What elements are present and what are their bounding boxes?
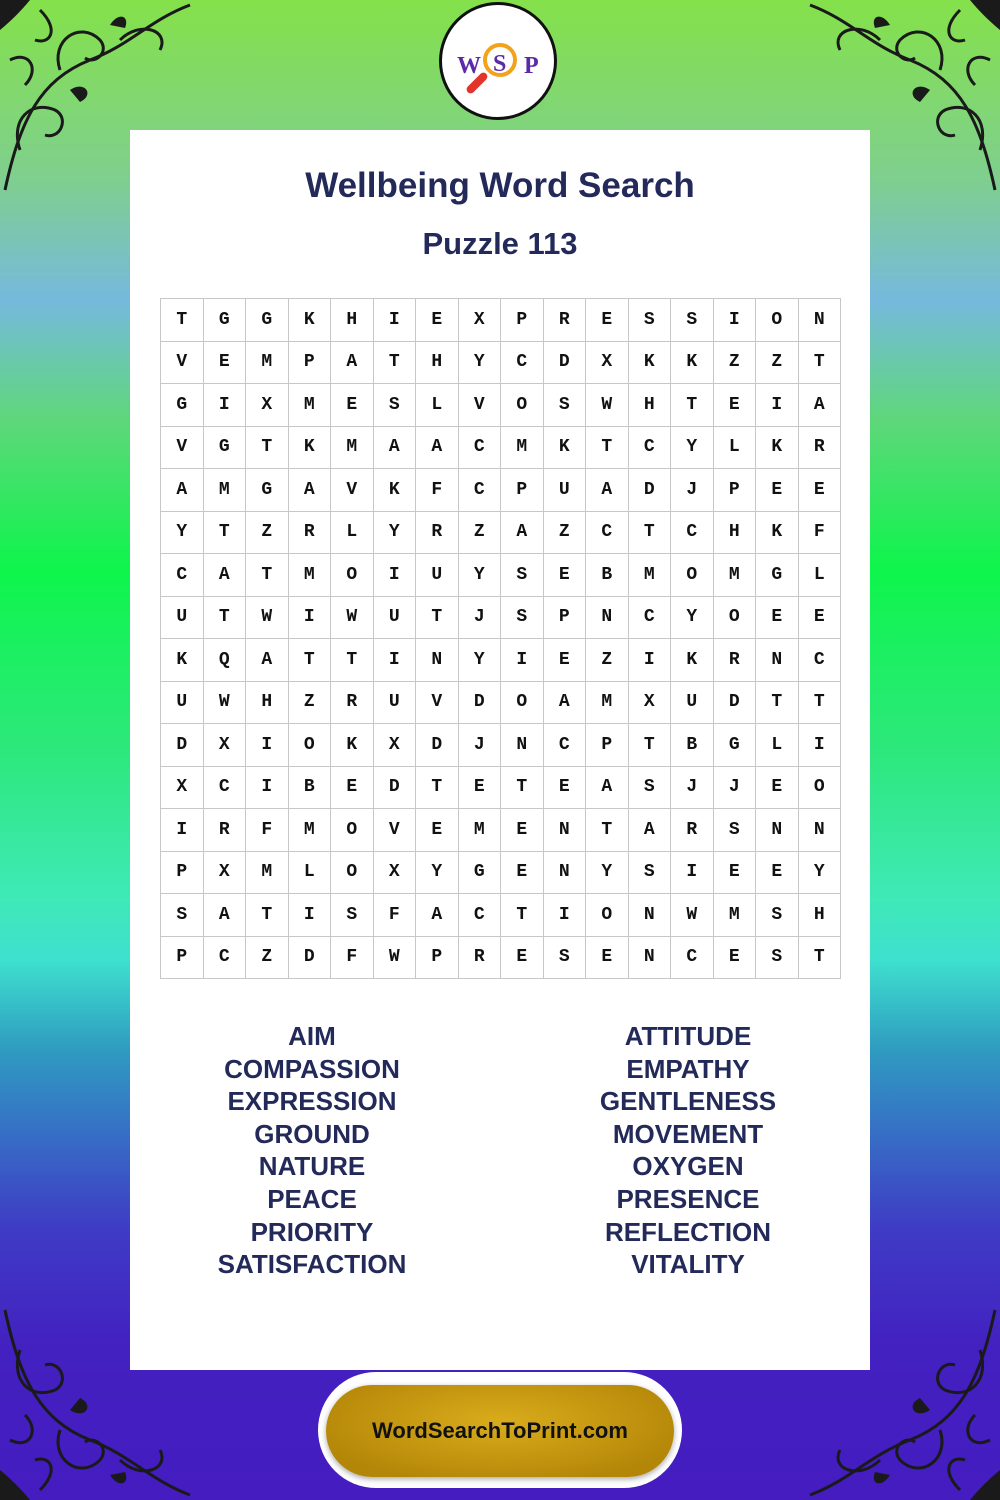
grid-cell[interactable]: A: [289, 469, 332, 512]
grid-cell[interactable]: A: [204, 554, 247, 597]
grid-cell[interactable]: U: [161, 682, 204, 725]
grid-cell[interactable]: E: [756, 597, 799, 640]
grid-cell[interactable]: Q: [204, 639, 247, 682]
grid-cell[interactable]: Z: [459, 512, 502, 555]
grid-cell[interactable]: M: [714, 554, 757, 597]
grid-cell[interactable]: P: [161, 937, 204, 980]
grid-cell[interactable]: S: [161, 894, 204, 937]
grid-cell[interactable]: C: [161, 554, 204, 597]
grid-cell[interactable]: E: [756, 852, 799, 895]
grid-cell[interactable]: T: [629, 724, 672, 767]
grid-cell[interactable]: T: [799, 682, 842, 725]
grid-cell[interactable]: I: [204, 384, 247, 427]
grid-cell[interactable]: A: [501, 512, 544, 555]
grid-cell[interactable]: A: [544, 682, 587, 725]
grid-cell[interactable]: K: [161, 639, 204, 682]
grid-cell[interactable]: O: [501, 384, 544, 427]
grid-cell[interactable]: C: [629, 597, 672, 640]
grid-cell[interactable]: E: [416, 299, 459, 342]
grid-cell[interactable]: R: [459, 937, 502, 980]
word-item: PRESENCE: [616, 1183, 760, 1214]
grid-cell[interactable]: S: [714, 809, 757, 852]
word-item: GROUND: [254, 1118, 370, 1149]
grid-cell[interactable]: M: [331, 427, 374, 470]
grid-cell[interactable]: A: [161, 469, 204, 512]
grid-cell[interactable]: L: [714, 427, 757, 470]
grid-cell[interactable]: T: [799, 937, 842, 980]
grid-cell[interactable]: E: [586, 937, 629, 980]
grid-cell[interactable]: Z: [756, 342, 799, 385]
grid-cell[interactable]: Y: [459, 639, 502, 682]
grid-cell[interactable]: X: [204, 724, 247, 767]
grid-cell[interactable]: P: [544, 597, 587, 640]
grid-cell[interactable]: J: [714, 767, 757, 810]
grid-cell[interactable]: P: [161, 852, 204, 895]
grid-cell[interactable]: S: [501, 554, 544, 597]
grid-cell[interactable]: E: [714, 384, 757, 427]
grid-cell[interactable]: A: [586, 767, 629, 810]
grid-cell[interactable]: G: [756, 554, 799, 597]
grid-cell[interactable]: R: [416, 512, 459, 555]
grid-cell[interactable]: Y: [161, 512, 204, 555]
grid-cell[interactable]: P: [501, 469, 544, 512]
grid-cell[interactable]: T: [246, 894, 289, 937]
grid-cell[interactable]: V: [459, 384, 502, 427]
grid-cell[interactable]: E: [714, 937, 757, 980]
grid-cell[interactable]: G: [459, 852, 502, 895]
grid-cell[interactable]: S: [331, 894, 374, 937]
grid-cell[interactable]: U: [544, 469, 587, 512]
word-item: SATISFACTION: [217, 1249, 407, 1280]
grid-cell[interactable]: I: [246, 724, 289, 767]
grid-cell[interactable]: D: [459, 682, 502, 725]
grid-cell[interactable]: C: [501, 342, 544, 385]
grid-cell[interactable]: C: [204, 937, 247, 980]
grid-cell[interactable]: T: [246, 427, 289, 470]
word-item: NATURE: [258, 1151, 366, 1182]
grid-cell[interactable]: H: [714, 512, 757, 555]
grid-cell[interactable]: C: [671, 512, 714, 555]
grid-cell[interactable]: K: [756, 512, 799, 555]
grid-cell[interactable]: I: [756, 384, 799, 427]
grid-cell[interactable]: S: [629, 299, 672, 342]
grid-cell[interactable]: U: [374, 597, 417, 640]
grid-cell[interactable]: E: [756, 469, 799, 512]
grid-cell[interactable]: O: [671, 554, 714, 597]
grid-cell[interactable]: I: [161, 809, 204, 852]
footer-site-link[interactable]: WordSearchToPrint.com: [326, 1385, 674, 1477]
grid-cell[interactable]: U: [671, 682, 714, 725]
grid-cell[interactable]: T: [289, 639, 332, 682]
grid-cell[interactable]: B: [671, 724, 714, 767]
grid-cell[interactable]: E: [501, 809, 544, 852]
grid-cell[interactable]: R: [671, 809, 714, 852]
grid-cell[interactable]: P: [289, 342, 332, 385]
grid-cell[interactable]: A: [799, 384, 842, 427]
grid-cell[interactable]: T: [671, 384, 714, 427]
grid-cell[interactable]: T: [756, 682, 799, 725]
grid-cell[interactable]: J: [671, 767, 714, 810]
grid-cell[interactable]: I: [714, 299, 757, 342]
grid-cell[interactable]: X: [246, 384, 289, 427]
word-item: AIM: [288, 1021, 336, 1051]
grid-cell[interactable]: V: [331, 469, 374, 512]
grid-cell[interactable]: F: [246, 809, 289, 852]
grid-cell[interactable]: L: [756, 724, 799, 767]
grid-cell[interactable]: B: [586, 554, 629, 597]
grid-cell[interactable]: N: [799, 809, 842, 852]
grid-cell[interactable]: G: [714, 724, 757, 767]
grid-cell[interactable]: Y: [799, 852, 842, 895]
word-item: VITALITY: [631, 1249, 745, 1280]
grid-cell[interactable]: N: [544, 852, 587, 895]
grid-cell[interactable]: R: [799, 427, 842, 470]
grid-cell[interactable]: Y: [671, 427, 714, 470]
grid-cell[interactable]: B: [289, 767, 332, 810]
grid-cell[interactable]: N: [629, 937, 672, 980]
grid-cell[interactable]: M: [501, 427, 544, 470]
grid-cell[interactable]: L: [416, 384, 459, 427]
grid-cell[interactable]: R: [331, 682, 374, 725]
grid-cell[interactable]: T: [501, 767, 544, 810]
grid-cell[interactable]: O: [714, 597, 757, 640]
grid-cell[interactable]: D: [374, 767, 417, 810]
grid-cell[interactable]: K: [756, 427, 799, 470]
grid-cell[interactable]: G: [246, 469, 289, 512]
grid-cell[interactable]: D: [161, 724, 204, 767]
grid-cell[interactable]: O: [586, 894, 629, 937]
grid-cell[interactable]: X: [204, 852, 247, 895]
grid-cell[interactable]: E: [756, 767, 799, 810]
grid-cell[interactable]: K: [544, 427, 587, 470]
grid-cell[interactable]: M: [289, 809, 332, 852]
grid-cell[interactable]: R: [204, 809, 247, 852]
grid-cell[interactable]: U: [416, 554, 459, 597]
grid-cell[interactable]: J: [459, 597, 502, 640]
grid-cell[interactable]: Y: [416, 852, 459, 895]
grid-cell[interactable]: P: [714, 469, 757, 512]
grid-cell[interactable]: N: [756, 639, 799, 682]
grid-cell[interactable]: U: [374, 682, 417, 725]
grid-cell[interactable]: A: [374, 427, 417, 470]
grid-cell[interactable]: O: [331, 554, 374, 597]
grid-cell[interactable]: N: [416, 639, 459, 682]
grid-cell[interactable]: K: [629, 342, 672, 385]
grid-cell[interactable]: A: [246, 639, 289, 682]
grid-cell[interactable]: E: [459, 767, 502, 810]
grid-cell[interactable]: C: [671, 937, 714, 980]
grid-cell[interactable]: I: [629, 639, 672, 682]
grid-cell[interactable]: O: [331, 852, 374, 895]
grid-cell[interactable]: X: [459, 299, 502, 342]
grid-cell[interactable]: E: [331, 767, 374, 810]
grid-cell[interactable]: M: [289, 554, 332, 597]
grid-cell[interactable]: M: [459, 809, 502, 852]
grid-cell[interactable]: K: [671, 639, 714, 682]
grid-cell[interactable]: K: [671, 342, 714, 385]
grid-cell[interactable]: E: [501, 937, 544, 980]
grid-cell[interactable]: S: [544, 384, 587, 427]
grid-cell[interactable]: I: [289, 597, 332, 640]
grid-cell[interactable]: I: [289, 894, 332, 937]
grid-cell[interactable]: E: [799, 597, 842, 640]
grid-cell[interactable]: P: [501, 299, 544, 342]
grid-cell[interactable]: U: [161, 597, 204, 640]
grid-cell[interactable]: T: [204, 512, 247, 555]
grid-cell[interactable]: T: [586, 809, 629, 852]
grid-cell[interactable]: F: [799, 512, 842, 555]
grid-cell[interactable]: Y: [459, 342, 502, 385]
grid-cell[interactable]: K: [289, 299, 332, 342]
grid-cell[interactable]: S: [756, 894, 799, 937]
grid-cell[interactable]: N: [756, 809, 799, 852]
grid-cell[interactable]: F: [416, 469, 459, 512]
grid-cell[interactable]: V: [161, 342, 204, 385]
grid-cell[interactable]: D: [289, 937, 332, 980]
grid-cell[interactable]: Z: [714, 342, 757, 385]
logo-letter-s: S: [493, 51, 507, 77]
word-item: PEACE: [267, 1183, 357, 1214]
grid-cell[interactable]: H: [246, 682, 289, 725]
grid-cell[interactable]: S: [629, 767, 672, 810]
grid-cell[interactable]: X: [161, 767, 204, 810]
grid-cell[interactable]: W: [671, 894, 714, 937]
grid-cell[interactable]: M: [204, 469, 247, 512]
page-title: Wellbeing Word Search: [305, 166, 695, 205]
grid-cell[interactable]: O: [331, 809, 374, 852]
grid-cell[interactable]: E: [544, 554, 587, 597]
grid-cell[interactable]: M: [586, 682, 629, 725]
grid-cell[interactable]: T: [416, 597, 459, 640]
grid-cell[interactable]: G: [161, 384, 204, 427]
grid-cell[interactable]: C: [204, 767, 247, 810]
grid-cell[interactable]: K: [331, 724, 374, 767]
grid-cell[interactable]: V: [374, 809, 417, 852]
grid-cell[interactable]: O: [501, 682, 544, 725]
grid-cell[interactable]: O: [289, 724, 332, 767]
grid-cell[interactable]: M: [289, 384, 332, 427]
grid-cell[interactable]: H: [331, 299, 374, 342]
grid-cell[interactable]: E: [544, 767, 587, 810]
grid-cell[interactable]: S: [756, 937, 799, 980]
word-item: GENTLENESS: [599, 1086, 777, 1117]
grid-cell[interactable]: E: [331, 384, 374, 427]
grid-cell[interactable]: D: [714, 682, 757, 725]
word-list-right: [528, 1020, 848, 1281]
grid-cell[interactable]: D: [544, 342, 587, 385]
grid-cell[interactable]: I: [799, 724, 842, 767]
grid-cell[interactable]: H: [629, 384, 672, 427]
grid-cell[interactable]: H: [799, 894, 842, 937]
grid-cell[interactable]: C: [544, 724, 587, 767]
grid-cell[interactable]: S: [629, 852, 672, 895]
grid-cell[interactable]: T: [629, 512, 672, 555]
grid-cell[interactable]: D: [416, 724, 459, 767]
grid-cell[interactable]: F: [331, 937, 374, 980]
grid-cell[interactable]: I: [671, 852, 714, 895]
grid-cell[interactable]: X: [629, 682, 672, 725]
word-list-left: [152, 1020, 472, 1281]
grid-cell[interactable]: V: [161, 427, 204, 470]
grid-cell[interactable]: N: [544, 809, 587, 852]
grid-cell[interactable]: P: [586, 724, 629, 767]
grid-cell[interactable]: E: [544, 639, 587, 682]
grid-cell[interactable]: W: [246, 597, 289, 640]
word-item: REFLECTION: [604, 1216, 772, 1247]
grid-cell[interactable]: O: [756, 299, 799, 342]
grid-cell[interactable]: G: [204, 299, 247, 342]
grid-cell[interactable]: S: [544, 937, 587, 980]
grid-cell[interactable]: Z: [246, 512, 289, 555]
word-item: EMPATHY: [626, 1053, 750, 1084]
grid-cell[interactable]: M: [714, 894, 757, 937]
grid-cell[interactable]: P: [416, 937, 459, 980]
grid-cell[interactable]: E: [204, 342, 247, 385]
grid-cell[interactable]: K: [374, 469, 417, 512]
grid-cell[interactable]: C: [629, 427, 672, 470]
grid-cell[interactable]: T: [246, 554, 289, 597]
grid-cell[interactable]: C: [459, 427, 502, 470]
grid-cell[interactable]: T: [204, 597, 247, 640]
grid-cell[interactable]: J: [671, 469, 714, 512]
grid-cell[interactable]: J: [459, 724, 502, 767]
grid-cell[interactable]: Z: [544, 512, 587, 555]
grid-cell[interactable]: G: [246, 299, 289, 342]
grid-cell[interactable]: T: [374, 342, 417, 385]
grid-cell[interactable]: E: [501, 852, 544, 895]
grid-cell[interactable]: C: [799, 639, 842, 682]
grid-cell[interactable]: C: [459, 469, 502, 512]
grid-cell[interactable]: Y: [586, 852, 629, 895]
grid-cell[interactable]: N: [629, 894, 672, 937]
grid-cell[interactable]: G: [204, 427, 247, 470]
grid-cell[interactable]: A: [416, 427, 459, 470]
grid-cell[interactable]: E: [714, 852, 757, 895]
grid-cell[interactable]: W: [204, 682, 247, 725]
grid-cell[interactable]: O: [799, 767, 842, 810]
grid-cell[interactable]: Y: [671, 597, 714, 640]
grid-cell[interactable]: S: [501, 597, 544, 640]
grid-cell[interactable]: I: [374, 299, 417, 342]
grid-cell[interactable]: M: [246, 342, 289, 385]
grid-cell[interactable]: A: [586, 469, 629, 512]
grid-cell[interactable]: T: [501, 894, 544, 937]
grid-cell[interactable]: Z: [246, 937, 289, 980]
grid-cell[interactable]: T: [799, 342, 842, 385]
word-item: MOVEMENT: [612, 1118, 764, 1149]
puzzle-number: Puzzle 113: [422, 226, 578, 261]
grid-cell[interactable]: T: [161, 299, 204, 342]
grid-cell[interactable]: T: [416, 767, 459, 810]
grid-cell[interactable]: Z: [289, 682, 332, 725]
grid-cell[interactable]: N: [501, 724, 544, 767]
grid-cell[interactable]: L: [799, 554, 842, 597]
grid-cell[interactable]: T: [331, 639, 374, 682]
grid-cell[interactable]: I: [246, 767, 289, 810]
grid-cell[interactable]: T: [586, 427, 629, 470]
site-logo[interactable]: [439, 2, 557, 120]
grid-cell[interactable]: N: [799, 299, 842, 342]
grid-cell[interactable]: R: [714, 639, 757, 682]
grid-cell[interactable]: I: [374, 639, 417, 682]
word-item: PRIORITY: [250, 1216, 374, 1247]
grid-cell[interactable]: L: [331, 512, 374, 555]
grid-cell[interactable]: C: [586, 512, 629, 555]
grid-cell[interactable]: A: [416, 894, 459, 937]
grid-cell[interactable]: Y: [459, 554, 502, 597]
logo-letter-p: P: [524, 53, 539, 79]
word-item: OXYGEN: [632, 1151, 744, 1182]
grid-cell[interactable]: R: [544, 299, 587, 342]
letter-grid: [160, 298, 841, 979]
grid-cell[interactable]: I: [544, 894, 587, 937]
grid-cell[interactable]: Y: [374, 512, 417, 555]
grid-cell[interactable]: K: [289, 427, 332, 470]
grid-cell[interactable]: W: [374, 937, 417, 980]
grid-cell[interactable]: N: [586, 597, 629, 640]
grid-cell[interactable]: M: [629, 554, 672, 597]
grid-cell[interactable]: E: [586, 299, 629, 342]
grid-cell[interactable]: S: [374, 384, 417, 427]
grid-cell[interactable]: A: [629, 809, 672, 852]
grid-cell[interactable]: A: [331, 342, 374, 385]
grid-cell[interactable]: F: [374, 894, 417, 937]
grid-cell[interactable]: D: [629, 469, 672, 512]
word-item: ATTITUDE: [624, 1021, 752, 1051]
grid-cell[interactable]: W: [586, 384, 629, 427]
grid-cell[interactable]: W: [331, 597, 374, 640]
grid-cell[interactable]: C: [459, 894, 502, 937]
grid-cell[interactable]: M: [246, 852, 289, 895]
grid-cell[interactable]: L: [289, 852, 332, 895]
grid-cell[interactable]: X: [374, 852, 417, 895]
grid-cell[interactable]: V: [416, 682, 459, 725]
grid-cell[interactable]: E: [416, 809, 459, 852]
grid-cell[interactable]: H: [416, 342, 459, 385]
grid-cell[interactable]: I: [374, 554, 417, 597]
word-item: EXPRESSION: [227, 1086, 397, 1117]
grid-cell[interactable]: R: [289, 512, 332, 555]
grid-cell[interactable]: Z: [586, 639, 629, 682]
grid-cell[interactable]: A: [204, 894, 247, 937]
grid-cell[interactable]: I: [501, 639, 544, 682]
grid-cell[interactable]: S: [671, 299, 714, 342]
grid-cell[interactable]: X: [374, 724, 417, 767]
grid-cell[interactable]: E: [799, 469, 842, 512]
logo-letter-w: W: [457, 53, 481, 79]
word-item: COMPASSION: [224, 1053, 400, 1084]
grid-cell[interactable]: X: [586, 342, 629, 385]
